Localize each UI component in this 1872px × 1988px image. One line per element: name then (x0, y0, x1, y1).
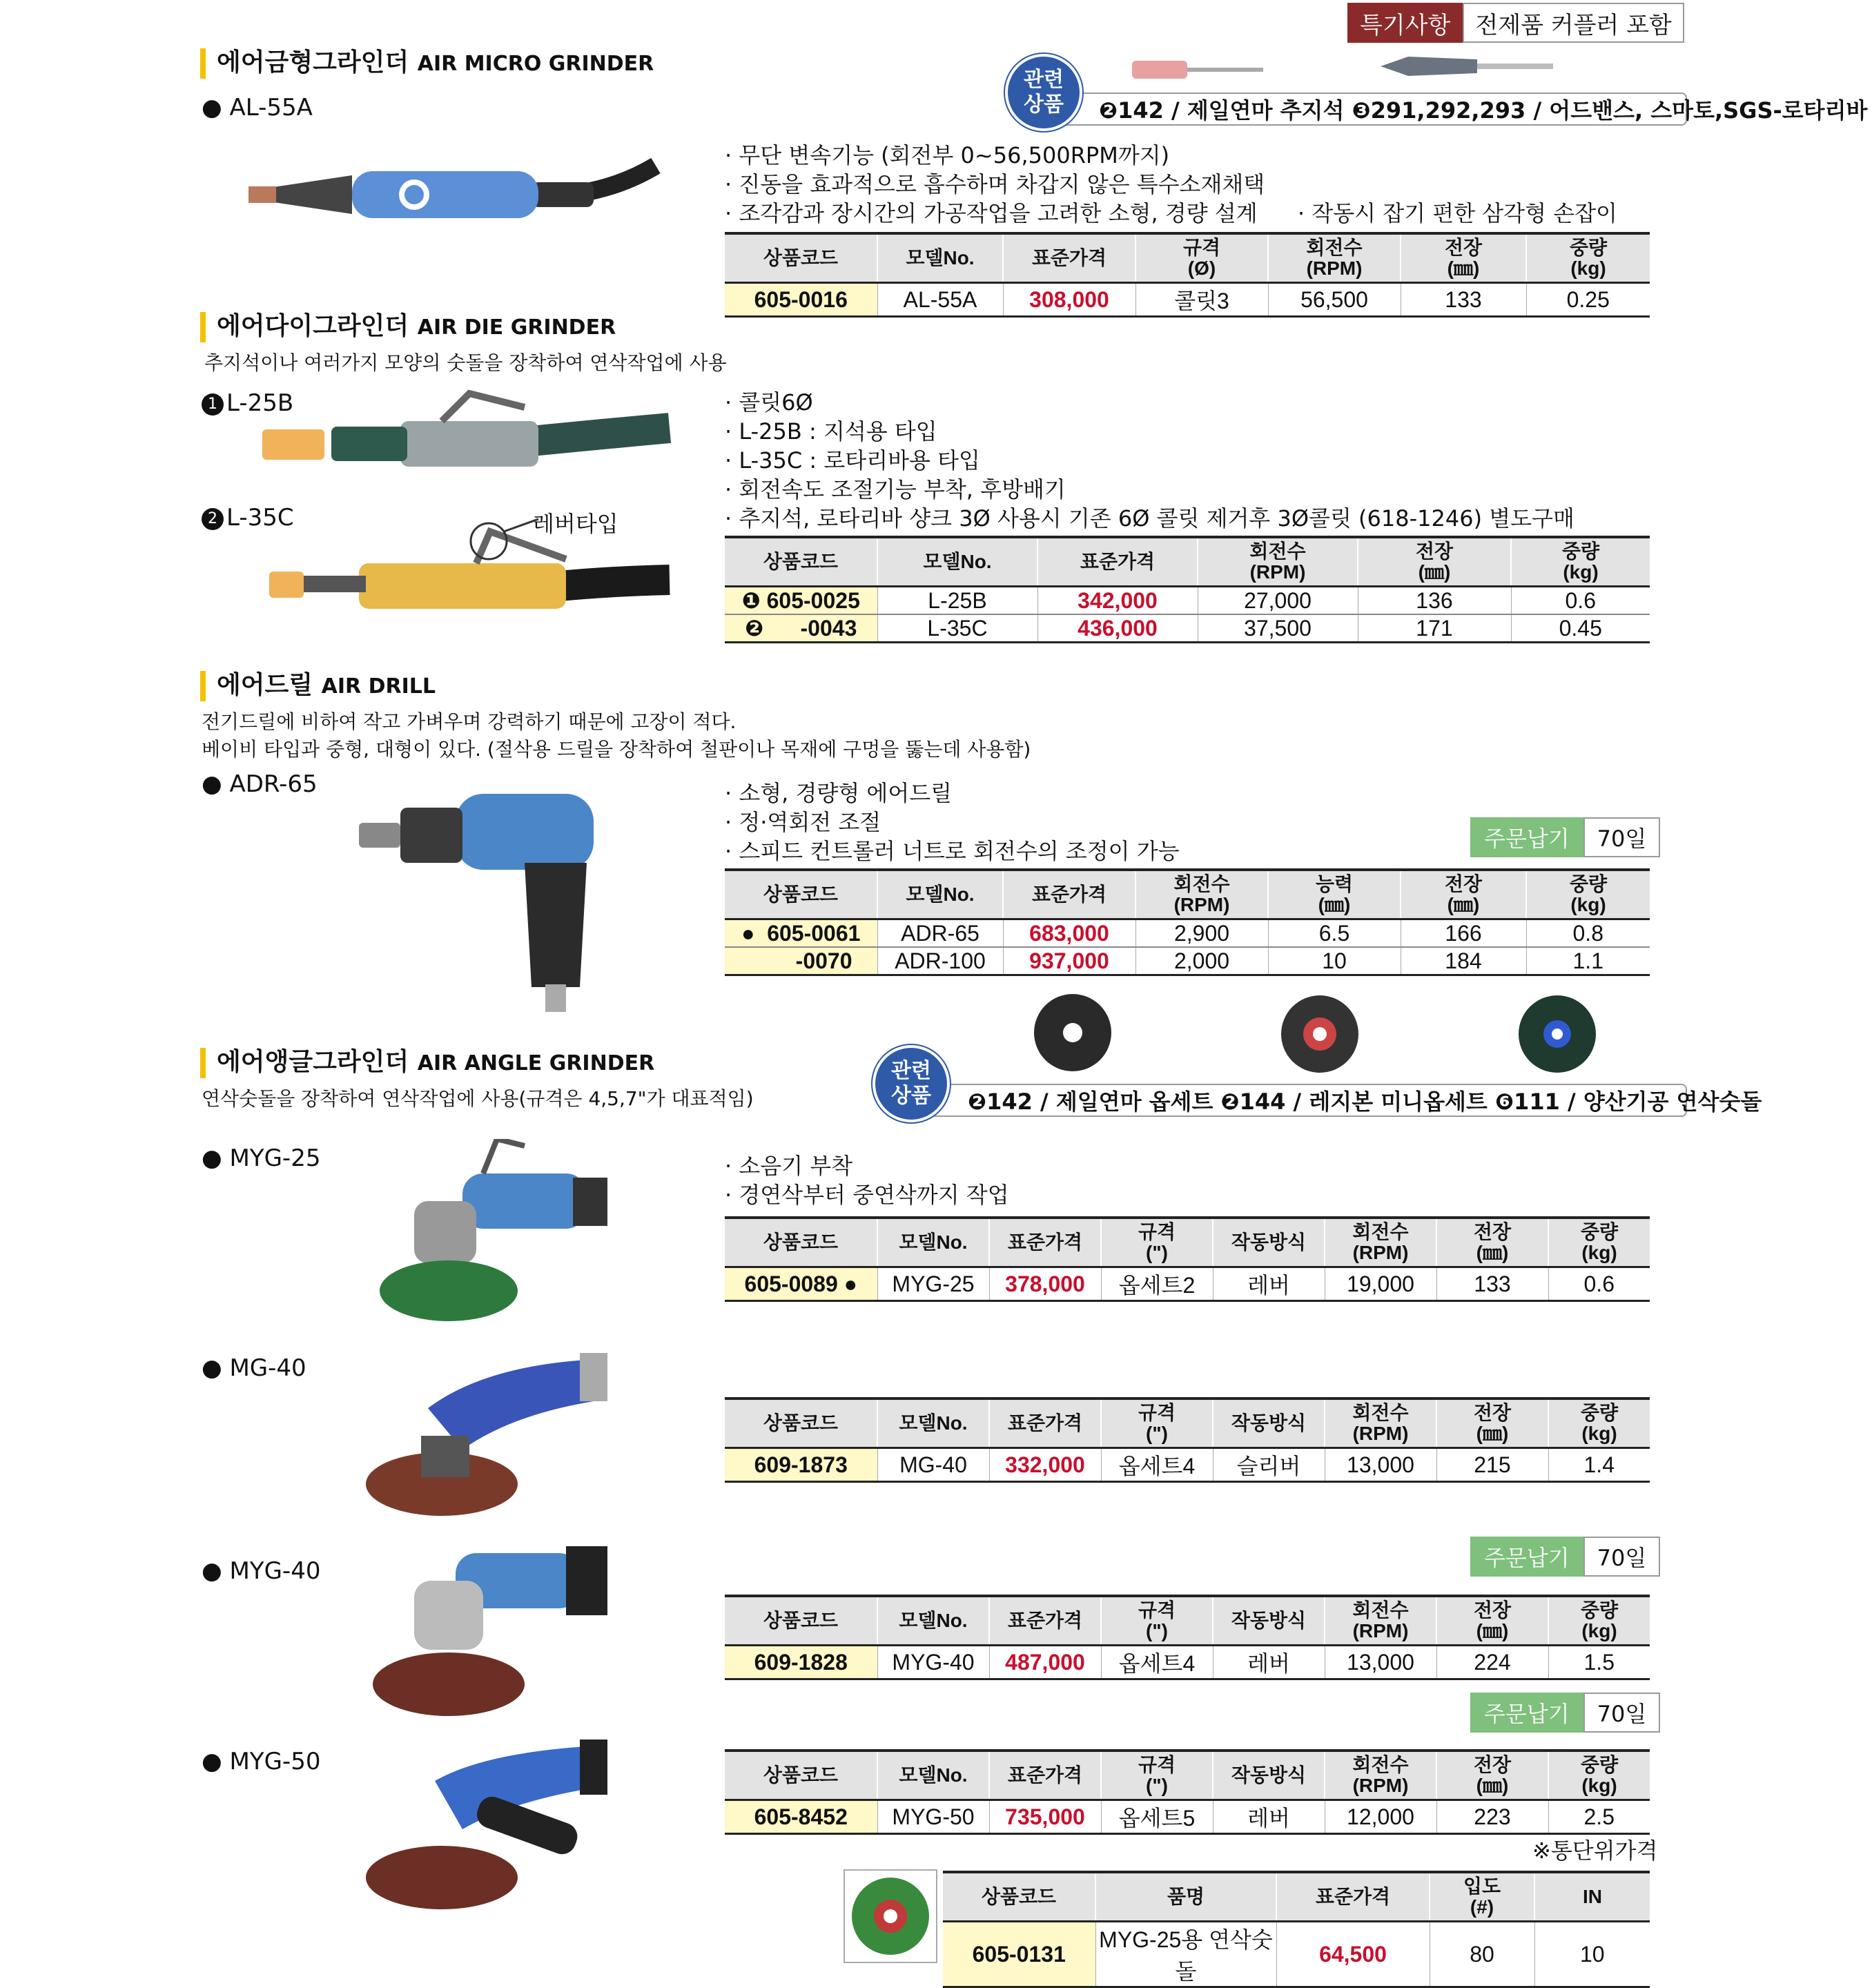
spec-table-wheel (943, 1871, 1650, 1988)
spec-table-mg40 (725, 1397, 1650, 1483)
col-header: 표준가격 (1003, 233, 1135, 283)
lever-label: 레버타입 (533, 511, 618, 537)
related-badge-micro: 관련 상품 (1008, 57, 1080, 128)
notice-box (1347, 3, 1684, 43)
col-header: 회전수 (RPM) (1198, 537, 1358, 587)
col-header: 모델No. (877, 1399, 989, 1448)
wheel-image-frame (844, 1869, 937, 1963)
col-header: 능력 (㎜) (1268, 870, 1401, 919)
table-cell: 13,000 (1325, 1448, 1436, 1482)
table-cell: 487,000 (989, 1646, 1101, 1679)
table-cell: 436,000 (1037, 614, 1198, 643)
spec-table-die (725, 536, 1650, 643)
col-header: 상품코드 (943, 1872, 1095, 1922)
spec-table-myg25 (725, 1216, 1650, 1302)
related-badge-angle: 관련 상품 (875, 1048, 947, 1120)
col-header: 중량 (kg) (1548, 1751, 1650, 1800)
col-header: 표준가격 (989, 1218, 1101, 1267)
col-header: 상품코드 (725, 1399, 877, 1448)
table-cell: 1.5 (1548, 1646, 1650, 1679)
col-header: 회전수 (RPM) (1325, 1751, 1436, 1800)
table-cell: ADR-100 (877, 947, 1003, 975)
table-row (725, 1646, 1650, 1679)
col-header: 회전수 (RPM) (1268, 233, 1401, 283)
table-cell: MYG-40 (877, 1646, 989, 1679)
col-header: 상품코드 (725, 1751, 877, 1800)
product-image-myg40 (366, 1539, 614, 1726)
col-header: 상품코드 (725, 1596, 877, 1646)
notice-text: 전제품 커플러 포함 (1463, 3, 1684, 43)
section-title-die: 에어다이그라인더 AIR DIE GRINDER (200, 312, 616, 342)
section-title-angle: 에어앵글그라인더 AIR ANGLE GRINDER (200, 1048, 654, 1078)
table-cell: 605-0131 (943, 1922, 1095, 1987)
table-cell: ● 605-0061 (725, 919, 877, 948)
col-header: 중량 (kg) (1526, 870, 1650, 919)
bullet: · 정·역회전 조절 (725, 809, 881, 835)
section-title-micro: 에어금형그라인더 AIR MICRO GRINDER (200, 48, 654, 79)
table-cell: 2,900 (1135, 919, 1268, 948)
table-cell: 0.25 (1526, 283, 1650, 317)
table-cell: 콜릿3 (1135, 283, 1268, 317)
bullet: · L-35C : 로타리바용 타입 (725, 447, 980, 474)
table-cell: MYG-50 (877, 1800, 989, 1834)
related-bar-micro: ❷142 / 제일연마 추지석 ❸291,292,293 / 어드밴스, 스마토,SGS-로타리바 (1056, 92, 1687, 126)
model-myg25: ● MYG-25 (202, 1144, 321, 1172)
notice-label: 특기사항 (1347, 3, 1463, 43)
col-header: 작동방식 (1213, 1399, 1325, 1448)
table-cell: 37,500 (1198, 614, 1358, 643)
table-cell: 937,000 (1003, 947, 1135, 975)
table-cell: 133 (1401, 283, 1526, 317)
col-header: 회전수 (RPM) (1325, 1218, 1436, 1267)
table-cell: 슬리버 (1213, 1448, 1325, 1482)
table-cell: 2,000 (1135, 947, 1268, 975)
col-header: 규격 (") (1101, 1399, 1213, 1448)
table-row (943, 1922, 1650, 1987)
table-cell: AL-55A (877, 283, 1003, 317)
bullet: · 스피드 컨트롤러 너트로 회전수의 조정이 가능 (725, 838, 1180, 864)
table-cell: 12,000 (1325, 1800, 1436, 1834)
table-cell: 0.6 (1548, 1267, 1650, 1301)
bullet: · 추지석, 로타리바 샹크 3Ø 사용시 기존 6Ø 콜릿 제거후 3Ø콜릿 (618-1246) 별도구매 (725, 505, 1574, 532)
table-cell: 342,000 (1037, 587, 1198, 615)
table-cell: MG-40 (877, 1448, 989, 1482)
table-cell: ❶ 605-0025 (725, 587, 877, 615)
bullets-drill (725, 779, 1180, 866)
col-header: 모델No. (877, 537, 1037, 587)
table-cell: 56,500 (1268, 283, 1401, 317)
table-cell: L-35C (877, 614, 1037, 643)
col-header: 모델No. (877, 870, 1003, 919)
table-cell: 10 (1534, 1922, 1650, 1987)
model-l25b: 1 L-25B (202, 389, 293, 417)
bullet: · 조각감과 장시간의 가공작업을 고려한 소형, 경량 설계 (725, 200, 1258, 226)
col-header: 중량 (kg) (1526, 233, 1650, 283)
col-header: 모델No. (877, 1218, 989, 1267)
table-cell: ADR-65 (877, 919, 1003, 948)
col-header: 표준가격 (1037, 537, 1198, 587)
col-header: 상품코드 (725, 233, 877, 283)
col-header: 중량 (kg) (1548, 1218, 1650, 1267)
table-cell: 80 (1430, 1922, 1534, 1987)
related-image-wheel-3 (1516, 994, 1599, 1074)
table-cell: MYG-25 (877, 1267, 989, 1301)
bullet: · 경연삭부터 중연삭까지 작업 (725, 1182, 1009, 1208)
col-header: 표준가격 (989, 1751, 1101, 1800)
table-cell: ❷ -0043 (725, 614, 877, 643)
table-row (725, 587, 1650, 615)
col-header: 전장 (㎜) (1436, 1218, 1548, 1267)
product-image-mg40 (359, 1346, 614, 1526)
table-cell: 308,000 (1003, 283, 1135, 317)
table-cell: 27,000 (1198, 587, 1358, 615)
table-cell: 609-1873 (725, 1448, 877, 1482)
table-cell: 2.5 (1548, 1800, 1650, 1834)
col-header: 전장 (㎜) (1436, 1596, 1548, 1646)
bullets-micro (725, 141, 1265, 228)
bullet: · 무단 변속기능 (회전부 0~56,500RPM까지) (725, 142, 1170, 168)
product-image-wheel (845, 1871, 936, 1962)
table-cell: -0070 (725, 947, 877, 975)
bullet: · 진동을 효과적으로 흡수하며 차갑지 않은 특수소재채택 (725, 171, 1265, 197)
col-header: 중량 (kg) (1511, 537, 1650, 587)
bullet: · 소형, 경량형 에어드릴 (725, 780, 953, 806)
model-mg40: ● MG-40 (202, 1354, 306, 1382)
product-image-myg50 (359, 1733, 614, 1919)
table-cell: 378,000 (989, 1267, 1101, 1301)
col-header: 전장 (㎜) (1436, 1399, 1548, 1448)
table-row (725, 614, 1650, 643)
table-row (725, 1448, 1650, 1482)
table-cell: 224 (1436, 1646, 1548, 1679)
related-image-rotary-bar (1381, 52, 1560, 80)
table-cell: 레버 (1213, 1646, 1325, 1679)
table-cell: 19,000 (1325, 1267, 1436, 1301)
bullet: · 회전속도 조절기능 부착, 후방배기 (725, 476, 1066, 503)
col-header: 모델No. (877, 1751, 989, 1800)
col-header: 모델No. (877, 233, 1003, 283)
model-myg50: ● MYG-50 (202, 1748, 321, 1775)
table-cell: 735,000 (989, 1800, 1101, 1834)
section-desc-drill-1: 전기드릴에 비하여 작고 가벼우며 강력하기 때문에 고장이 적다. (202, 710, 737, 733)
product-image-al55a (207, 152, 663, 242)
col-header: 작동방식 (1213, 1751, 1325, 1800)
table-cell: 133 (1436, 1267, 1548, 1301)
table-cell: 13,000 (1325, 1646, 1436, 1679)
table-row (725, 919, 1650, 948)
col-header: 표준가격 (1276, 1872, 1430, 1922)
table-row (725, 947, 1650, 975)
table-cell: 166 (1401, 919, 1526, 948)
col-header: 상품코드 (725, 537, 877, 587)
table-cell: 0.8 (1526, 919, 1650, 948)
col-header: 규격 (") (1101, 1218, 1213, 1267)
table-cell: 1.4 (1548, 1448, 1650, 1482)
model-al55a: ● AL-55A (202, 94, 313, 121)
table-cell: 605-8452 (725, 1800, 877, 1834)
spec-table-drill (725, 868, 1650, 976)
related-bar-angle: ❷142 / 제일연마 옵세트 ❷144 / 레지본 미니옵세트 ❻111 / 양산기공 연삭숫돌 (925, 1084, 1687, 1117)
spec-table-myg40 (725, 1595, 1650, 1680)
table-cell: 옵세트2 (1101, 1267, 1213, 1301)
col-header: 표준가격 (1003, 870, 1135, 919)
col-header: 전장 (㎜) (1401, 233, 1526, 283)
bullet: · L-25B : 지석용 타입 (725, 418, 937, 445)
lever-callout-line (469, 511, 545, 566)
related-image-wheel-1 (1031, 991, 1114, 1074)
table-cell: 215 (1436, 1448, 1548, 1482)
product-image-adr65 (359, 780, 607, 1015)
lead-time-badge-myg40: 주문납기 70일 (1470, 1537, 1660, 1577)
table-cell: MYG-25용 연삭숫돌 (1095, 1922, 1276, 1987)
unit-price-note: ※통단위가격 (1532, 1838, 1658, 1864)
table-cell: 171 (1358, 614, 1511, 643)
table-cell: 683,000 (1003, 919, 1135, 948)
section-desc-angle: 연삭숫돌을 장착하여 연삭작업에 사용(규격은 4,5,7"가 대표적임) (202, 1087, 754, 1110)
model-l35c: 2 L-35C (202, 504, 294, 532)
col-header: 회전수 (RPM) (1135, 870, 1268, 919)
table-cell: 184 (1401, 947, 1526, 975)
col-header: 전장 (㎜) (1401, 870, 1526, 919)
table-cell: 605-0016 (725, 283, 877, 317)
col-header: 규격 (") (1101, 1751, 1213, 1800)
table-cell: 0.6 (1511, 587, 1650, 615)
model-adr65: ● ADR-65 (202, 770, 318, 798)
table-cell: 609-1828 (725, 1646, 877, 1679)
bullet: · 소음기 부착 (725, 1153, 853, 1179)
table-cell: 옵세트5 (1101, 1800, 1213, 1834)
spec-table-micro (725, 232, 1650, 318)
col-header: 규격 (Ø) (1135, 233, 1268, 283)
col-header: 모델No. (877, 1596, 989, 1646)
table-cell: 옵세트4 (1101, 1448, 1213, 1482)
bullets-die (725, 388, 1574, 533)
col-header: 전장 (㎜) (1358, 537, 1511, 587)
bullet: · 콜릿6Ø (725, 389, 813, 416)
section-desc-drill-2: 베이비 타입과 중형, 대형이 있다. (절삭용 드릴을 장착하여 철판이나 목재에 구멍을 뚫는데 사용함) (202, 738, 1031, 761)
col-header: 회전수 (RPM) (1325, 1596, 1436, 1646)
related-image-wheel-2 (1278, 994, 1361, 1074)
table-row (725, 1800, 1650, 1834)
table-row (725, 283, 1650, 317)
table-cell: L-25B (877, 587, 1037, 615)
table-cell: 223 (1436, 1800, 1548, 1834)
table-cell: 옵세트4 (1101, 1646, 1213, 1679)
lead-time-badge-myg50: 주문납기 70일 (1470, 1693, 1660, 1733)
col-header: 회전수 (RPM) (1325, 1399, 1436, 1448)
bullet-micro-right: · 작동시 잡기 편한 삼각형 손잡이 (1298, 200, 1617, 226)
table-cell: 레버 (1213, 1267, 1325, 1301)
table-cell: 1.1 (1526, 947, 1650, 975)
table-cell: 레버 (1213, 1800, 1325, 1834)
col-header: 작동방식 (1213, 1218, 1325, 1267)
table-cell: 64,500 (1276, 1922, 1430, 1987)
col-header: IN (1534, 1872, 1650, 1922)
spec-table-myg50 (725, 1749, 1650, 1835)
col-header: 상품코드 (725, 870, 877, 919)
col-header: 표준가격 (989, 1596, 1101, 1646)
col-header: 상품코드 (725, 1218, 877, 1267)
product-image-l25b (262, 387, 676, 490)
col-header: 입도 (#) (1430, 1872, 1534, 1922)
table-cell: 0.45 (1511, 614, 1650, 643)
related-image-stone (1132, 57, 1270, 84)
table-cell: 332,000 (989, 1448, 1101, 1482)
col-header: 중량 (kg) (1548, 1399, 1650, 1448)
bullets-myg25 (725, 1151, 1009, 1209)
table-row (725, 1267, 1650, 1301)
col-header: 규격 (") (1101, 1596, 1213, 1646)
section-desc-die: 추지석이나 여러가지 모양의 숫돌을 장착하여 연삭작업에 사용 (204, 351, 727, 374)
product-image-myg25 (373, 1139, 607, 1332)
table-cell: 136 (1358, 587, 1511, 615)
col-header: 품명 (1095, 1872, 1276, 1922)
section-title-drill: 에어드릴 AIR DRILL (200, 671, 436, 701)
col-header: 표준가격 (989, 1399, 1101, 1448)
col-header: 전장 (㎜) (1436, 1751, 1548, 1800)
model-myg40: ● MYG-40 (202, 1557, 321, 1585)
col-header: 작동방식 (1213, 1596, 1325, 1646)
table-cell: 605-0089 ● (725, 1267, 877, 1301)
table-cell: 6.5 (1268, 919, 1401, 948)
lead-time-badge-drill: 주문납기 70일 (1470, 817, 1660, 857)
col-header: 중량 (kg) (1548, 1596, 1650, 1646)
table-cell: 10 (1268, 947, 1401, 975)
